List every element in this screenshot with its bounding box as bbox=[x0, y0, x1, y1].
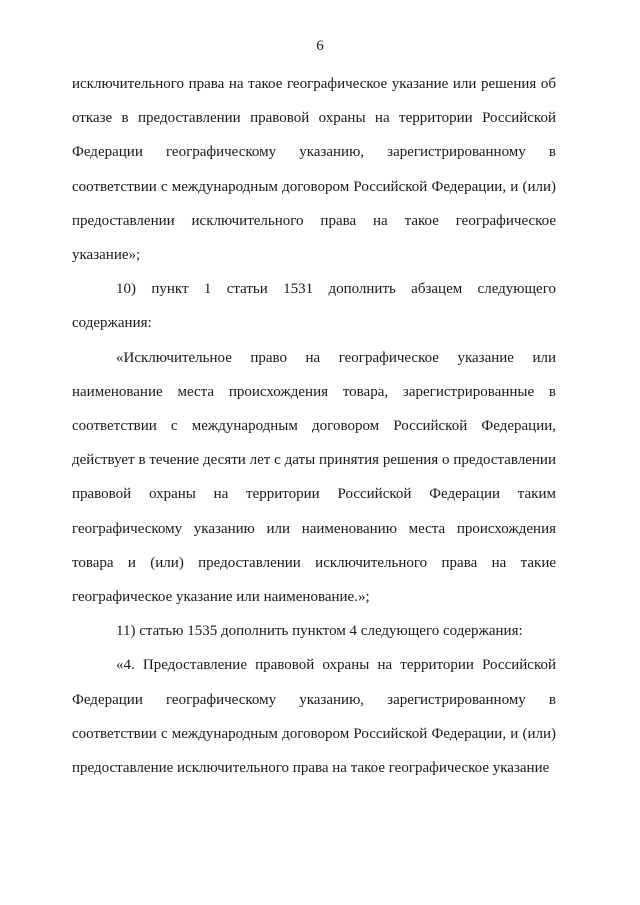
paragraph-quote-1535: «4. Предоставление правовой охраны на территории Российской Федерации географическому указанию, зарегистрированному в соответствии с международным договором Российской Федерации, и (или) предоставление исключительного права на такое географическое указание bbox=[72, 657, 556, 777]
paragraph-continuation: исключительного права на такое географическое указание или решения об отказе в предоставлении правовой охраны на территории Российской Федерации географическому указанию, зарегистрированному в соответствии с международным договором Российской Федерации, и (или) предоставлении исключительного права на такое географическое указание»; bbox=[72, 76, 556, 264]
paragraph-item-10: 10) пункт 1 статьи 1531 дополнить абзацем следующего содержания: bbox=[72, 281, 556, 332]
document-body bbox=[72, 67, 556, 785]
paragraph-quote-1531: «Исключительное право на географическое указание или наименование места происхождения товара, зарегистрированные в соответствии с международным договором Российской Федерации, действует в течение десяти лет с даты принятия решения о предоставлении правовой охраны на территории Российской Федерации таким географическому указанию или наименованию места происхождения товара и (или) предоставлении исключительного права на такие географическое указание или наименование.»; bbox=[72, 349, 556, 606]
page-number: 6 bbox=[316, 38, 324, 54]
paragraph-item-11: 11) статью 1535 дополнить пунктом 4 следующего содержания: bbox=[116, 623, 523, 640]
